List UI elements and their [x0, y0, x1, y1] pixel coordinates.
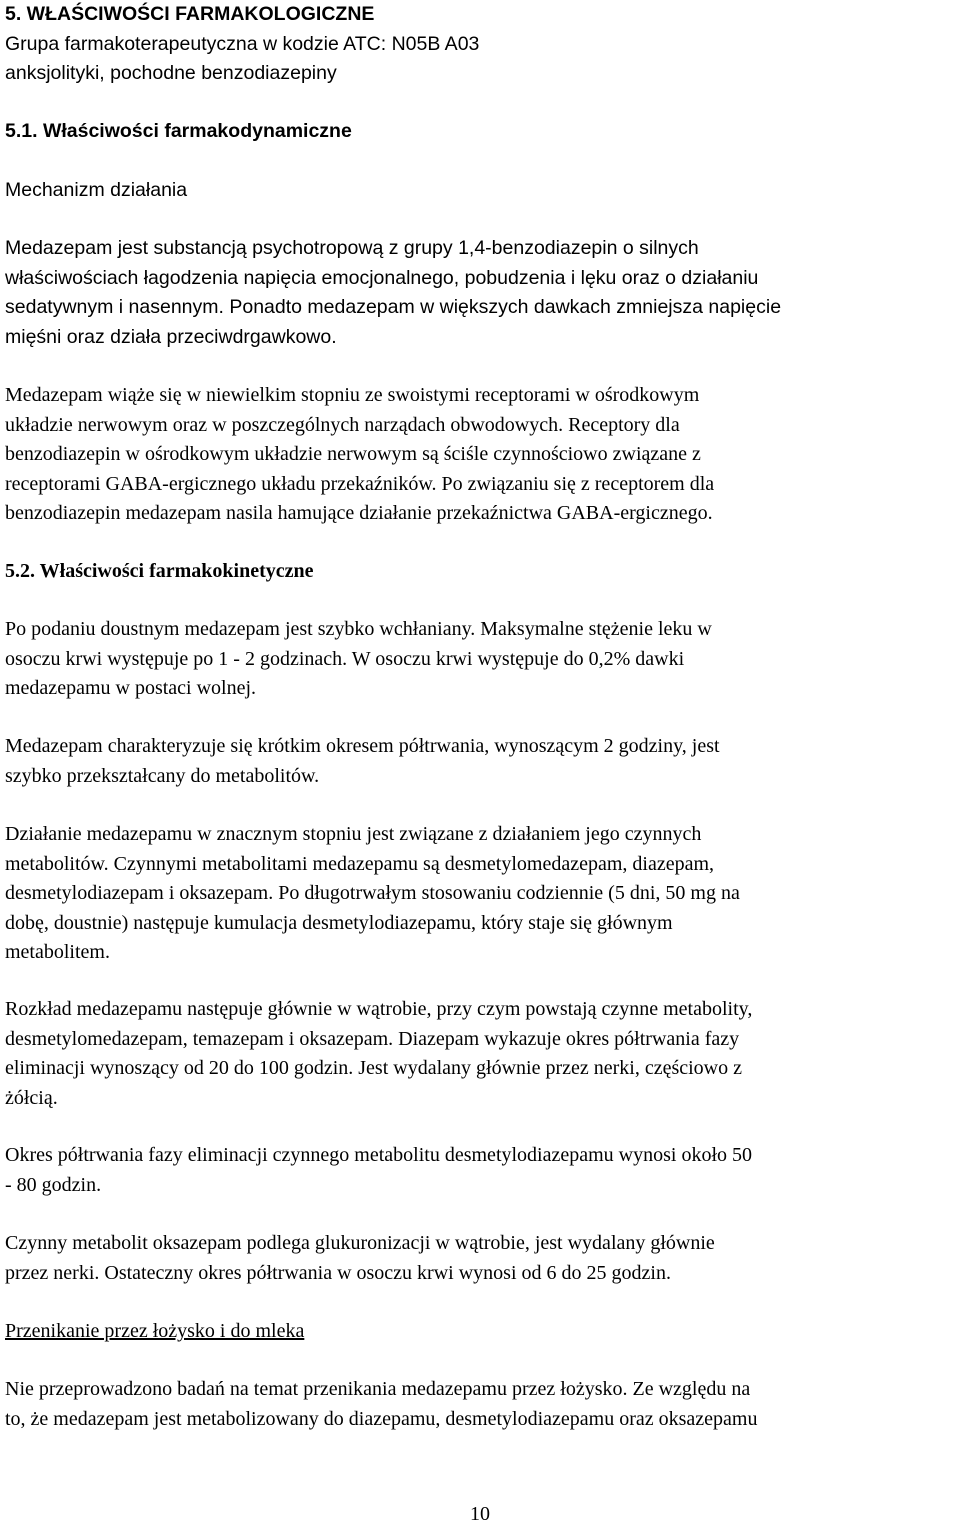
text-line: - 80 godzin. [5, 1173, 102, 1196]
paragraph-5-1-2 [5, 381, 714, 529]
heading-5-1: 5.1. Właściwości farmakodynamiczne [5, 120, 352, 142]
text-line: benzodiazepin medazepam nasila hamujące działanie przekaźnictwa GABA-ergicznego. [5, 502, 713, 524]
text-line: właściwościach łagodzenia napięcia emocjonalnego, pobudzenia i lęku oraz o działaniu [5, 266, 759, 289]
text-line: żółcią. [5, 1086, 58, 1109]
text-line: medazepamu w postaci wolnej. [5, 677, 257, 699]
text-line: Medazepam charakteryzuje się krótkim okresem półtrwania, wynoszącym 2 godziny, jest [5, 735, 720, 757]
text-line: Medazepam wiąże się w niewielkim stopniu ze swoistymi receptorami w ośrodkowym [5, 384, 700, 406]
text-line: mięśni oraz działa przeciwdrgawkowo. [5, 325, 337, 348]
text-line: benzodiazepin w ośrodkowym układzie nerwowym są ściśle czynnościowo związane z [5, 443, 701, 465]
text-line: eliminacji wynoszący od 20 do 100 godzin. Jest wydalany głównie przez nerki, częściowo z [5, 1057, 743, 1079]
text-line: Medazepam jest substancją psychotropową z grupy 1,4-benzodiazepin o silnych [5, 237, 699, 259]
paragraph-5-2-7 [5, 1375, 757, 1434]
text-line: Czynny metabolit oksazepam podlega glukuronizacji w wątrobie, jest wydalany głównie [5, 1232, 715, 1254]
text-line: Rozkład medazepamu następuje głównie w wątrobie, przy czym powstają czynne metabolity, [5, 998, 753, 1020]
text-line: przez nerki. Ostateczny okres półtrwania w osoczu krwi wynosi od 6 do 25 godzin. [5, 1261, 671, 1284]
text-line: desmetylomedazepam, temazepam i oksazepam. Diazepam wykazuje okres półtrwania fazy [5, 1027, 740, 1050]
pharmacotherapeutic-group: anksjolityki, pochodne benzodiazepiny [5, 62, 337, 84]
paragraph-5-2-3 [5, 820, 740, 968]
text-line: to, że medazepam jest metabolizowany do diazepamu, desmetylodiazepamu oraz oksazepamu [5, 1407, 758, 1430]
paragraph-5-2-6 [5, 1229, 715, 1288]
text-line: receptorami GABA-ergicznego układu przekaźników. Po związaniu się z receptorem dla [5, 472, 715, 495]
paragraph-5-2-4 [5, 995, 752, 1113]
page-number: 10 [470, 1503, 490, 1525]
paragraph-5-2-5 [5, 1141, 752, 1200]
text-line: szybko przekształcany do metabolitów. [5, 764, 320, 787]
text-line: metabolitem. [5, 941, 110, 963]
text-line: osoczu krwi występuje po 1 - 2 godzinach. W osoczu krwi występuje do 0,2% dawki [5, 647, 685, 670]
text-line: Okres półtrwania fazy eliminacji czynnego metabolitu desmetylodiazepamu wynosi około 50 [5, 1144, 753, 1166]
text-line: dobę, doustnie) następuje kumulacja desmetylodiazepamu, który staje się głównym [5, 911, 673, 934]
section-title: 5. WŁAŚCIWOŚCI FARMAKOLOGICZNE [5, 3, 375, 25]
section-5-header [5, 0, 479, 89]
subheading-placenta-milk: Przenikanie przez łożysko i do mleka [5, 1320, 305, 1342]
atc-line: Grupa farmakoterapeutyczna w kodzie ATC: N05B A03 [5, 32, 480, 55]
text-line: Nie przeprowadzono badań na temat przenikania medazepamu przez łożysko. Ze względu na [5, 1378, 751, 1400]
subheading-mechanism: Mechanizm działania [5, 179, 188, 201]
text-line: Po podaniu doustnym medazepam jest szybko wchłaniany. Maksymalne stężenie leku w [5, 618, 712, 640]
text-line: metabolitów. Czynnymi metabolitami medazepamu są desmetylomedazepam, diazepam, [5, 852, 715, 875]
paragraph-5-2-1 [5, 615, 712, 704]
paragraph-5-1-1 [5, 234, 781, 352]
text-line: układzie nerwowym oraz w poszczególnych narządach obwodowych. Receptory dla [5, 413, 680, 436]
paragraph-5-2-2 [5, 732, 720, 791]
text-line: sedatywnym i nasennym. Ponadto medazepam w większych dawkach zmniejsza napięcie [5, 296, 782, 318]
text-line: Działanie medazepamu w znacznym stopniu jest związane z działaniem jego czynnych [5, 823, 702, 845]
heading-5-2: 5.2. Właściwości farmakokinetyczne [5, 560, 314, 582]
text-line: desmetylodiazepam i oksazepam. Po długotrwałym stosowaniu codziennie (5 dni, 50 mg na [5, 882, 740, 904]
